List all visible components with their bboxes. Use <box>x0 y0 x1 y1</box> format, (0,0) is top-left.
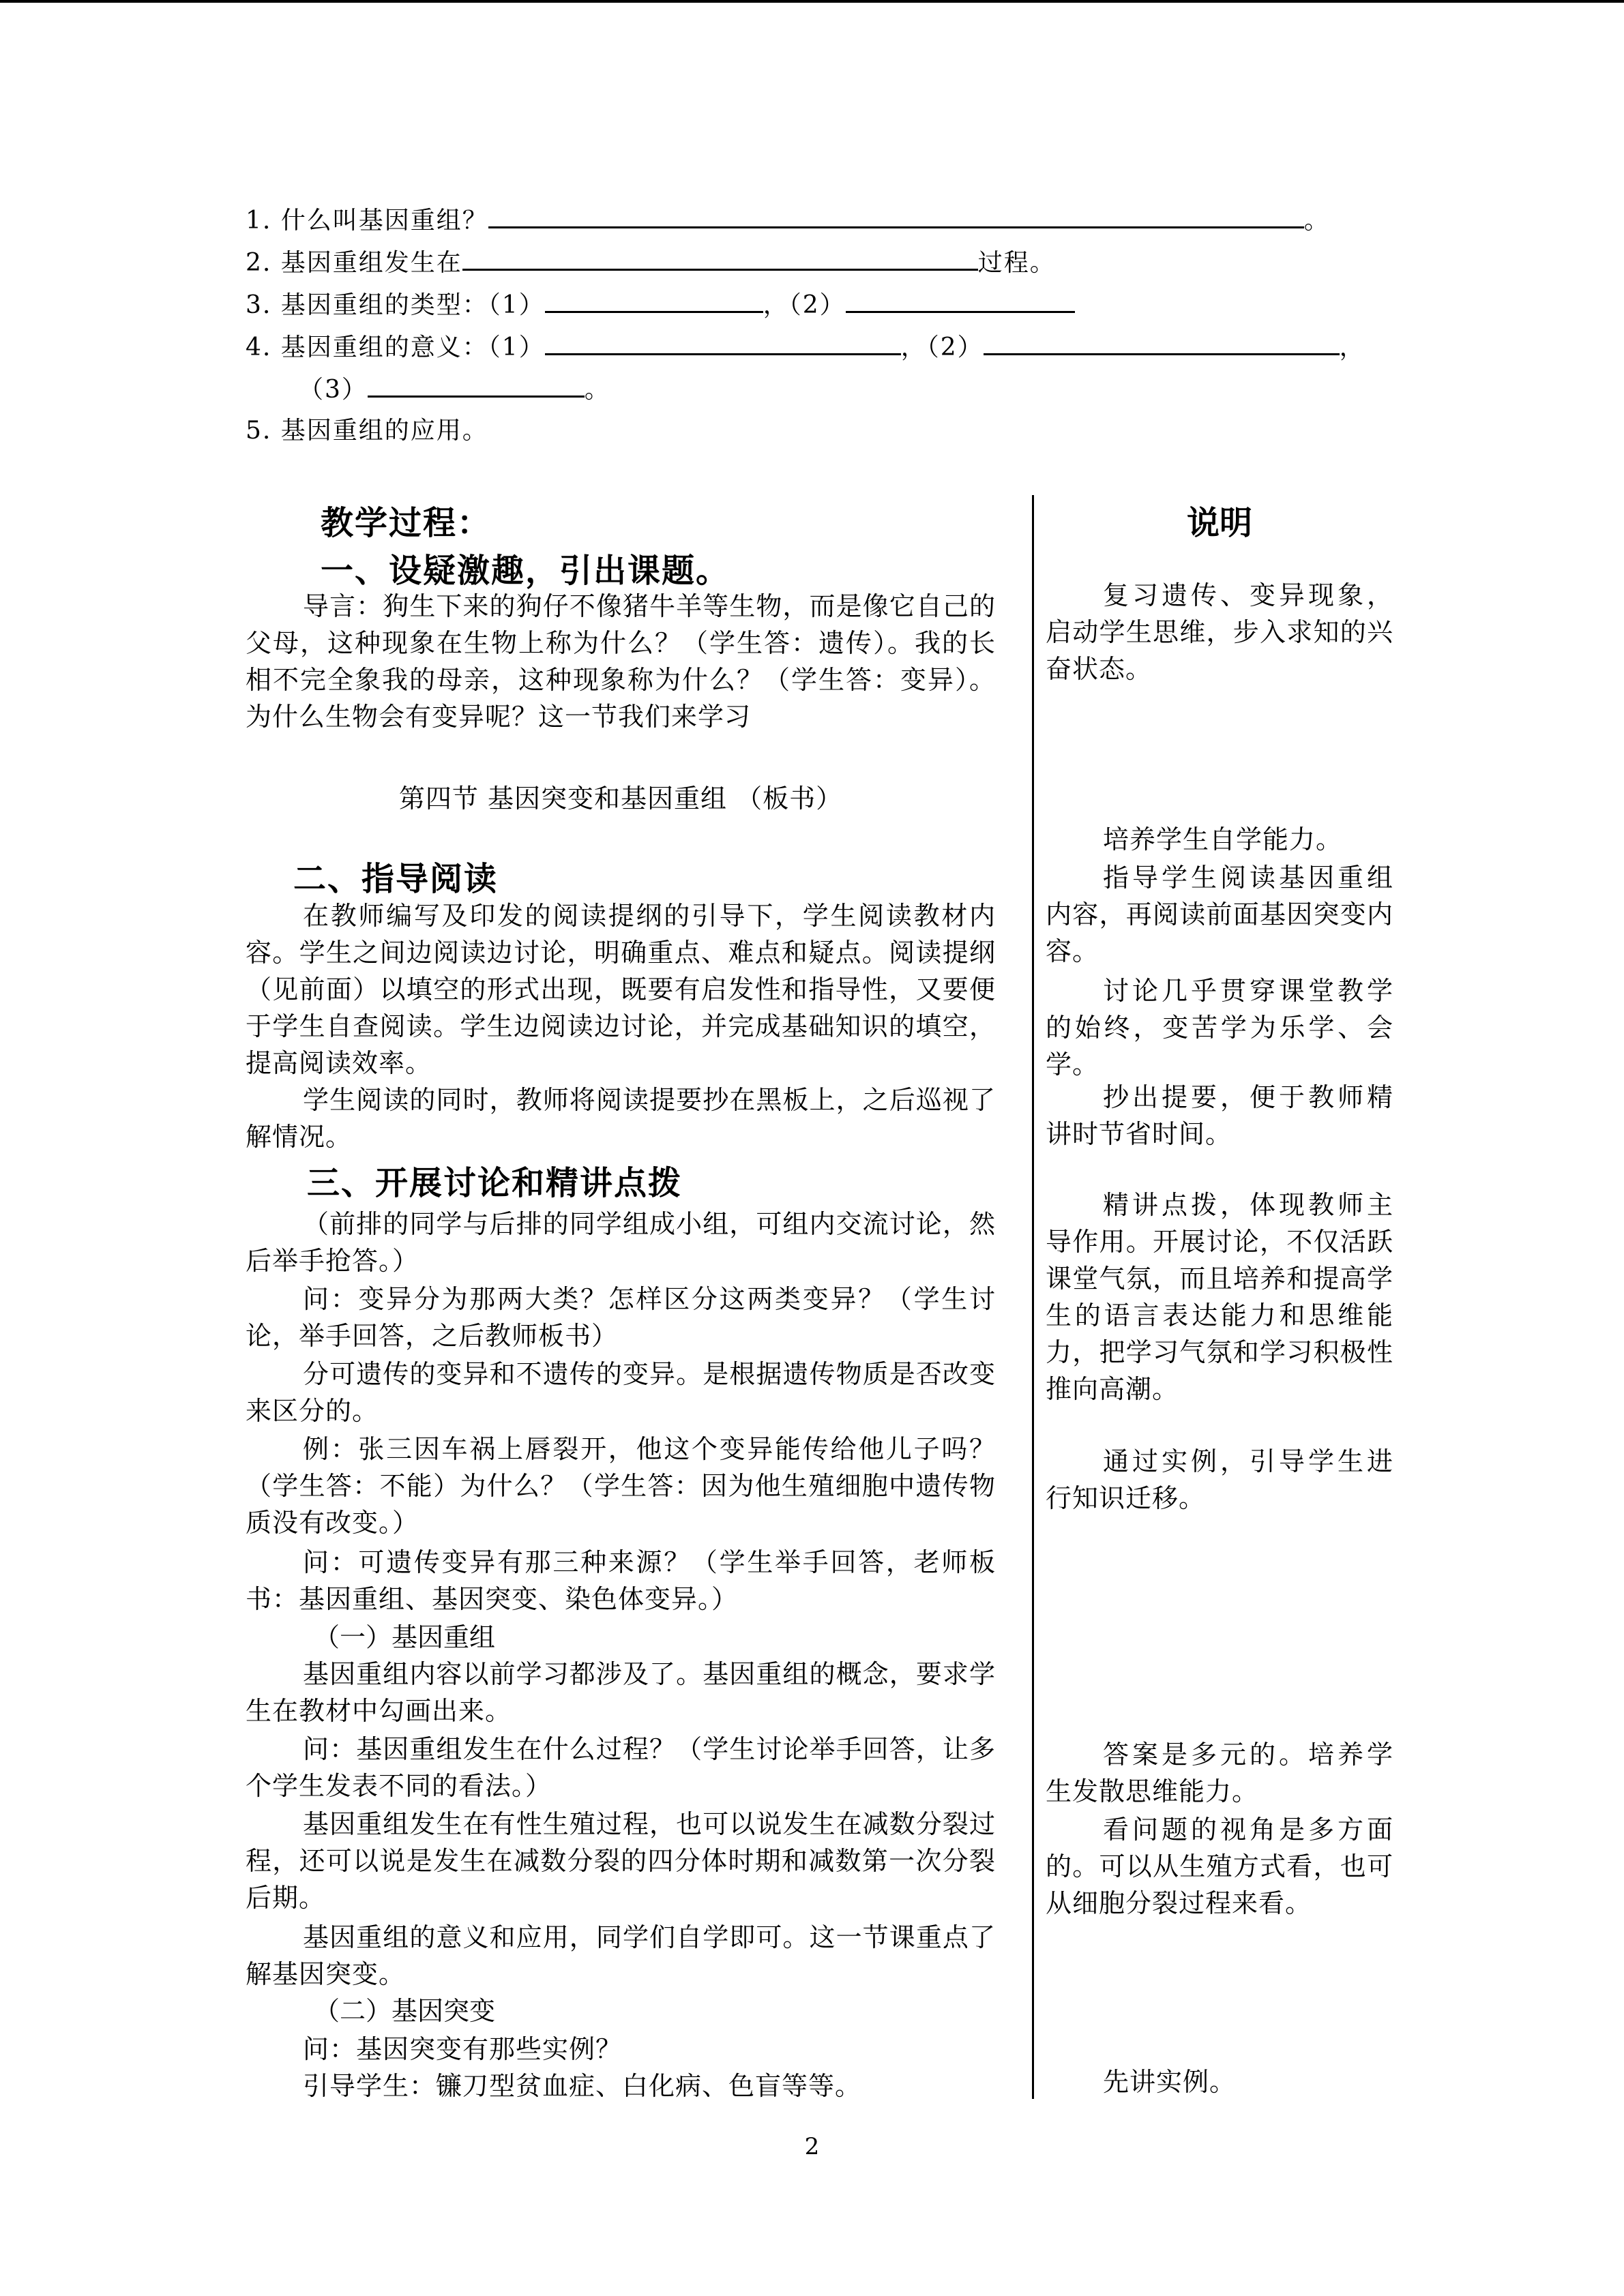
note-examples-first: 先讲实例。 <box>1103 2067 1237 2097</box>
note-review: 复习遗传、变异现象，启动学生思维，步入求知的兴奋状态。 <box>1046 580 1393 684</box>
section-2-paragraph-1: 在教师编写及印发的阅读提纲的引导下，学生阅读教材内容。学生之间边阅读边讨论，明确重点、难点和疑点。阅读提纲（见前面）以填空的形式出现，既要有启发性和指导性，又要便于学生自查阅读。学生边阅读边讨论，并完成基础知识的填空，提高阅读效率。 <box>246 901 996 1078</box>
outline-q3: 3. 基因重组的类型：（1） ，（2） <box>246 286 1075 322</box>
note-multiple-answers: 答案是多元的。培养学生发散思维能力。 <box>1046 1740 1393 1806</box>
section-3-paragraph-5: 问：可遗传变异有那三种来源？（学生举手回答，老师板书：基因重组、基因突变、染色体变异。） <box>246 1547 996 1614</box>
section-3-paragraph-3: 分可遗传的变异和不遗传的变异。是根据遗传物质是否改变来区分的。 <box>246 1359 996 1426</box>
subsection-1-title: （一）基因重组 <box>314 1622 496 1652</box>
note-self-study: 培养学生自学能力。 <box>1103 824 1343 854</box>
section-2-paragraph-2: 学生阅读的同时，教师将阅读提要抄在黑板上，之后巡视了解情况。 <box>246 1085 996 1152</box>
notes-title: 说明 <box>1186 504 1252 542</box>
answer-blank[interactable] <box>545 286 763 313</box>
note-examples: 通过实例，引导学生进行知识迁移。 <box>1046 1446 1393 1513</box>
answer-blank[interactable] <box>368 371 585 398</box>
section-3-paragraph-7: 问：基因重组发生在什么过程？（学生讨论举手回答，让多个学生发表不同的看法。） <box>246 1734 996 1801</box>
page-number: 2 <box>804 2133 820 2160</box>
note-copy-summary: 抄出提要，便于教师精讲时节省时间。 <box>1046 1082 1393 1149</box>
answer-blank[interactable] <box>545 329 901 355</box>
top-border <box>0 0 1624 3</box>
section-3-paragraph-8: 基因重组发生在有性生殖过程，也可以说发生在减数分裂过程，还可以说是发生在减数分裂的四分体时期和减数第一次分裂后期。 <box>246 1809 996 1913</box>
section-3-paragraph-9: 基因重组的意义和应用，同学们自学即可。这一节课重点了解基因突变。 <box>246 1922 996 1989</box>
outline-q5: 5. 基因重组的应用。 <box>246 417 488 445</box>
section-3-paragraph-11: 引导学生：镰刀型贫血症、白化病、色盲等等。 <box>303 2071 862 2101</box>
section-1-title: 一、设疑激趣，引出课题。 <box>321 552 730 590</box>
outline-q4-3: （3） 。 <box>299 371 610 406</box>
answer-blank[interactable] <box>846 286 1075 313</box>
section-2-title: 二、指导阅读 <box>293 860 499 898</box>
section-3-paragraph-6: 基因重组内容以前学习都涉及了。基因重组的概念，要求学生在教材中勾画出来。 <box>246 1659 996 1726</box>
column-divider <box>1032 495 1034 2099</box>
section-3-title: 三、开展讨论和精讲点拨 <box>307 1164 683 1202</box>
answer-blank[interactable] <box>488 202 1304 228</box>
section-3-paragraph-10: 问：基因突变有那些实例？ <box>303 2034 623 2064</box>
outline-q4: 4. 基因重组的意义：（1） ，（2） ， <box>246 329 1365 364</box>
answer-blank[interactable] <box>462 244 978 271</box>
board-title: 第四节 基因突变和基因重组 （板书） <box>398 784 843 814</box>
section-3-paragraph-2: 问：变异分为那两大类？怎样区分这两类变异？（学生讨论，举手回答，之后教师板书） <box>246 1284 996 1351</box>
note-perspective: 看问题的视角是多方面的。可以从生殖方式看，也可从细胞分裂过程来看。 <box>1046 1815 1393 1918</box>
section-3-paragraph-1: （前排的同学与后排的同学组成小组，可组内交流讨论，然后举手抢答。） <box>246 1209 996 1276</box>
subsection-2-title: （二）基因突变 <box>314 1996 496 2026</box>
outline-q2: 2. 基因重组发生在 过程。 <box>246 244 1056 280</box>
answer-blank[interactable] <box>984 329 1340 355</box>
note-teacher-lead: 精讲点拨，体现教师主导作用。开展讨论，不仅活跃课堂气氛，而且培养和提高学生的语言表达能力和思维能力，把学习气氛和学习积极性推向高潮。 <box>1046 1190 1393 1404</box>
note-guide-reading: 指导学生阅读基因重组内容，再阅读前面基因突变内容。 <box>1046 863 1393 966</box>
outline-q1: 1. 什么叫基因重组？ 。 <box>246 202 1330 237</box>
note-discussion: 讨论几乎贯穿课堂教学的始终，变苦学为乐学、会学。 <box>1046 976 1393 1079</box>
intro-paragraph: 导言：狗生下来的狗仔不像猪牛羊等生物，而是像它自己的父母，这种现象在生物上称为什么？（学生答：遗传）。我的长相不完全象我的母亲，这种现象称为什么？（学生答：变异）。为什么生物会有变异呢？这一节我们来学习 <box>246 591 996 732</box>
teaching-process-heading: 教学过程： <box>321 504 492 542</box>
section-3-paragraph-4: 例：张三因车祸上唇裂开，他这个变异能传给他儿子吗？（学生答：不能）为什么？（学生答：因为他生殖细胞中遗传物质没有改变。） <box>246 1434 996 1538</box>
